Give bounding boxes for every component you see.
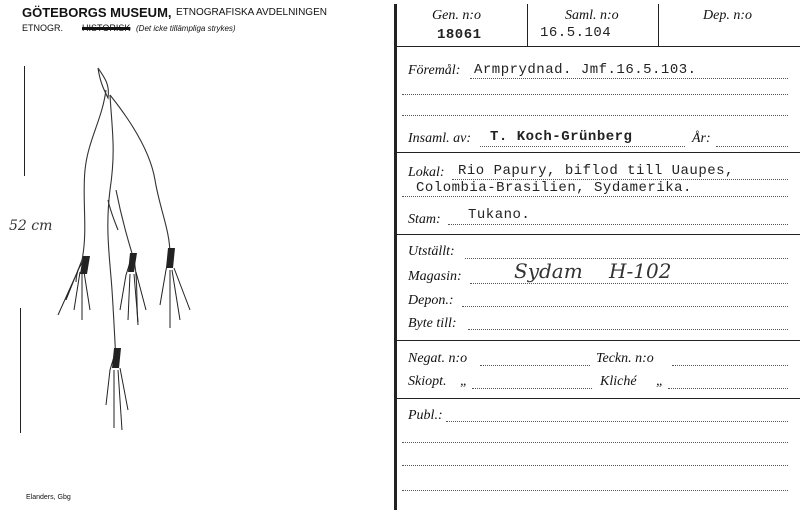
header-divider-1 [527,4,528,47]
header-rule [394,46,800,47]
ar-label: År: [692,131,711,146]
department-name: ETNOGRAFISKA AVDELNINGEN [176,7,327,18]
skiopt-label: Skiopt. [408,374,447,389]
magasin-label: Magasin: [408,269,462,284]
gen-value: 18061 [437,27,482,43]
dep-label: Dep. n:o [703,8,752,23]
insaml-label: Insaml. av: [408,131,471,146]
publ-label: Publ.: [408,408,443,423]
section-label: ETNOGR. [22,23,64,33]
stam-value: Tukano. [468,207,531,223]
utstallt-label: Utställt: [408,244,455,259]
strike-note: (Det icke tillämpliga strykes) [136,24,236,33]
teckn-label: Teckn. n:o [596,351,654,366]
saml-value: 16.5.104 [540,25,612,41]
lokal-label: Lokal: [408,165,445,180]
card-left-border [394,4,397,510]
rule-4 [394,398,800,399]
gen-label: Gen. n:o [432,8,481,23]
kliche-label: Kliché [600,374,637,389]
kliche-ditto: „ [656,374,664,389]
rule-1 [394,152,800,153]
lokal-value-line1: Rio Papury, biflod till Uaupes, [458,163,734,179]
insaml-value: T. Koch-Grünberg [490,129,633,145]
arm-ornament-sketch [30,60,220,440]
header-divider-2 [658,4,659,47]
lokal-value-line2: Colombia-Brasilien, Sydamerika. [416,180,692,196]
museum-name: GÖTEBORGS MUSEUM, [22,5,172,20]
byte-label: Byte till: [408,316,457,331]
rule-2 [394,234,800,235]
foremal-value: Armprydnad. Jmf.16.5.103. [474,62,697,78]
foremal-label: Föremål: [408,63,461,78]
size-note: 52 cm [9,218,53,234]
depon-label: Depon.: [408,293,454,308]
struck-word: HISTORISK [82,23,131,33]
scale-line-bottom [20,308,21,433]
saml-label: Saml. n:o [565,8,619,23]
scale-line-top [24,66,25,176]
printer-note: Elanders, Gbg [26,494,71,501]
rule-3 [394,340,800,341]
negat-label: Negat. n:o [408,351,468,366]
magasin-value: Sydam H-102 [514,259,672,283]
stam-label: Stam: [408,212,441,227]
skiopt-ditto: „ [460,374,468,389]
